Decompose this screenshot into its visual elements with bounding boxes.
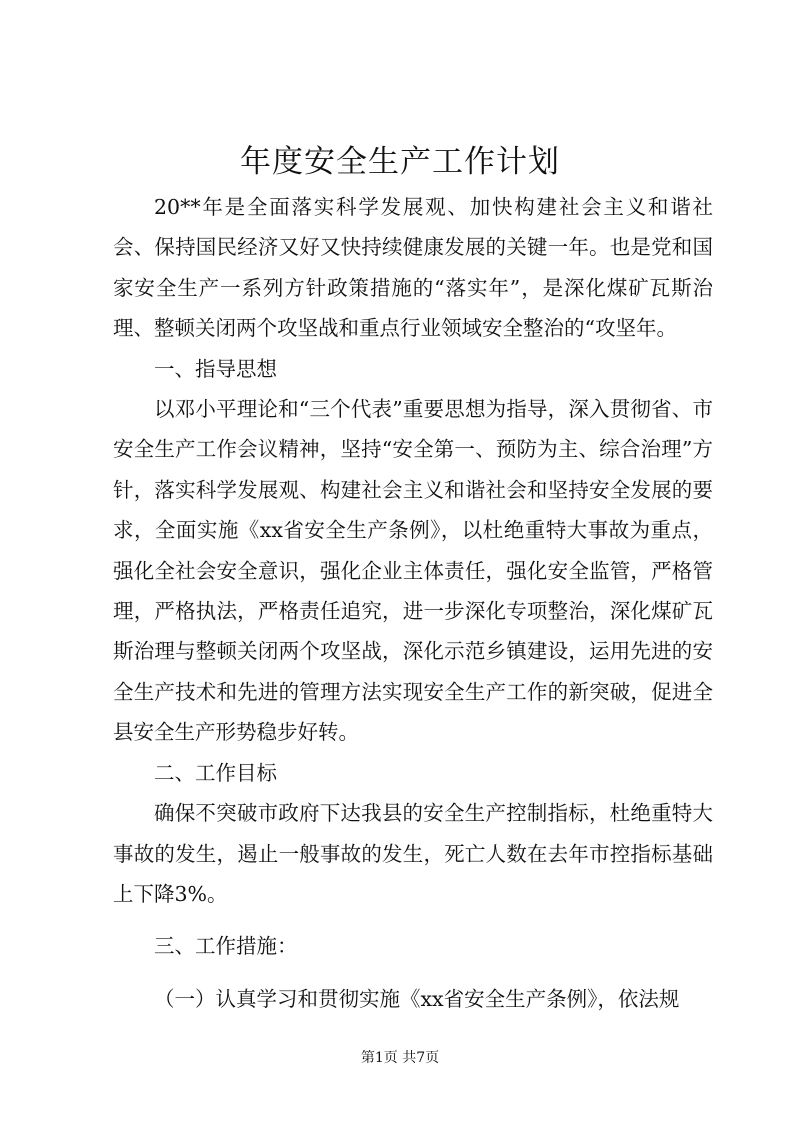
intro-paragraph: 20**年是全面落实科学发展观、加快构建社会主义和谐社会、保持国民经济又好又快持续健康发展的关键一年。也是党和国家安全生产一系列方针政策措施的“落实年”，是深化煤矿瓦斯治理、整顿关闭两个攻坚战和重点行业领域安全整治的“攻坚年。 [113, 195, 713, 341]
section-heading-work-goals: 二、工作目标 [154, 760, 277, 785]
paragraph-spacer [113, 914, 713, 926]
work-goals-paragraph: 确保不突破市政府下达我县的安全生产控制指标，杜绝重特大事故的发生，遏止一般事故的发生，死亡人数在去年市控指标基础上下降3%。 [113, 801, 713, 906]
work-measures-item-1: （一）认真学习和贯彻实施《xx省安全生产条例》，依法规 [154, 986, 680, 1011]
paragraph-spacer [113, 967, 713, 979]
section-heading-guiding-ideology: 一、指导思想 [154, 356, 277, 381]
document-body [113, 187, 713, 1019]
section-heading-work-measures: 三、工作措施： [154, 934, 298, 959]
document-title: 年度安全生产工作计划 [240, 144, 560, 180]
page-footer: 第1页 共7页 [360, 1050, 440, 1066]
guiding-ideology-paragraph: 以邓小平理论和“三个代表”重要思想为指导，深入贯彻省、市安全生产工作会议精神，坚持“安全第一、预防为主、综合治理”方针，落实科学发展观、构建社会主义和谐社会和坚持安全发展的要求，全面实施《xx省安全生产条例》，以杜绝重特大事故为重点，强化全社会安全意识，强化企业主体责任，强化安全监管，严格管理，严格执法，严格责任追究，进一步深化专项整治，深化煤矿瓦斯治理与整顿关闭两个攻坚战，深化示范乡镇建设，运用先进的安全生产技术和先进的管理方法实现安全生产工作的新突破，促进全县安全生产形势稳步好转。 [113, 397, 713, 745]
